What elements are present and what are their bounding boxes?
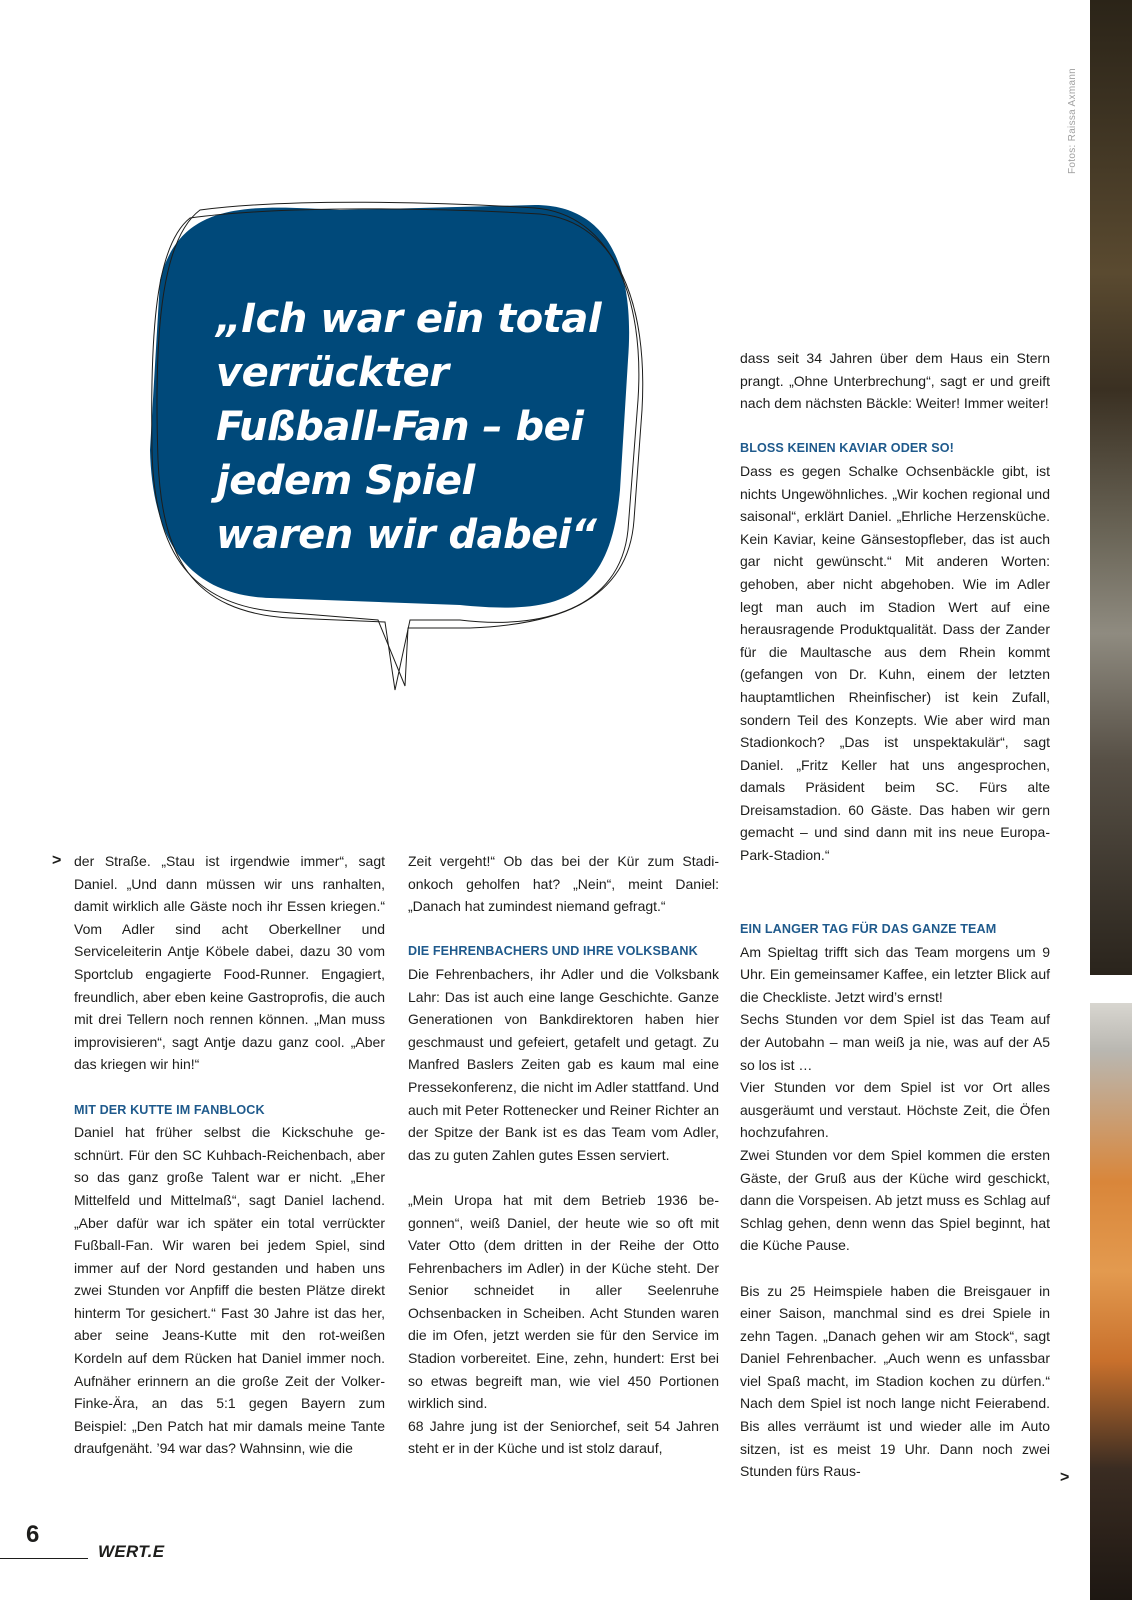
- continuation-arrow-right: >: [1060, 1469, 1070, 1486]
- paragraph: der Straße. „Stau ist irgendwie immer“, sagt Daniel. „Und dann müssen wir uns ranhalten, damit wirklich alle Gäste noch ihr Essen kriegen.“ Vom Adler sind acht Oberkellner und Serviceleiterin Antje Köbele dabei, dazu 30 vom Sportclub engagierte Food-Runner. Engagiert, freundlich, aber eben keine Gastroprofis, die auch mit drei Tellern noch rennen können. „Man muss improvisieren“, sagt Antje dazu ganz cool. „Aber das kriegen wir hin!“: [74, 853, 385, 1073]
- text-column-1: [74, 850, 385, 1460]
- photo-credit-box: [1066, 68, 1080, 178]
- photo-credit: Fotos: Raissa Axmann: [1067, 67, 1078, 174]
- photo-top: [1090, 0, 1132, 975]
- paragraph: Zwei Stunden vor dem Spiel kommen die ersten Gäste, der Gruß aus der Küche wird geschickt, dann die Vorspeisen. Ab jetzt muss es Schlag auf Schlag gehen, denn wenn das Spiel beginnt, hat die Küche Pause.: [740, 1146, 1050, 1254]
- text-column-2: [408, 850, 719, 1460]
- paragraph: „Mein Uropa hat mit dem Betrieb 1936 begonnen“, weiß Daniel, der heute wie so oft mit Vater Otto (dem dritten in der Reihe der Otto Fehrenbachers im Adler) in der Küche steht. Der Senior schneidet in aller Seelenruhe Ochsenbacken in Scheiben. Acht Stunden waren die im Ofen, jetzt werden sie für den Service im Stadion vorbereitet. Eine, zehn, hundert: Erst bei so etwas begreift man, wie viel 450 Portionen wirklich sind.: [408, 1191, 719, 1412]
- photo-gap: [1090, 975, 1132, 1003]
- paragraph: 68 Jahre jung ist der Seniorchef, seit 54 Jahren steht er in der Küche und ist stolz darauf,: [408, 1417, 719, 1457]
- photo-bottom: [1090, 1003, 1132, 1600]
- paragraph: Bis zu 25 Heimspiele haben die Breisgauer in einer Saison, manchmal sind es drei Spiele in zehn Tagen. „Danach gehen wir am Stock“, sagt Daniel Fehrenbacher. „Auch wenn es unfassbar viel Spaß macht, im Stadion kochen zu dürfen.“ Nach dem Spiel ist noch lange nicht Feierabend. Bis alles verräumt ist und wieder alle im Auto sitzen, ist es meist 19 Uhr. Dann noch zwei Stunden fürs Raus-: [740, 1282, 1050, 1480]
- magazine-brand: WERT.E: [98, 1542, 165, 1561]
- text-column-3-lower: [740, 918, 1050, 1483]
- text-column-3-upper: [740, 347, 1050, 867]
- paragraph: Daniel hat früher selbst die Kickschuhe geschnürt. Für den SC Kuhbach-Reichenbach, aber so das ganz große Talent war er nicht. „Eher Mittelfeld und Mittelmaß“, sagt Daniel lachend. „Aber dafür war ich später ein total verrückter Fußball-Fan. Wir waren bei jedem Spiel, sind immer auf der Nord gestanden und haben uns zwei Stunden vor Anpfiff die besten Plätze direkt hinterm Tor gesichert.“ Fast 30 Jahre ist das her, aber seine Jeans-Kutte mit den rot-weißen Kordeln auf dem Rücken hat Daniel immer noch. Aufnäher erinnern an die große Zeit der Volker-Finke-Ära, an das 5:1 gegen Bayern zum Beispiel: „Den Patch hat mir damals meine Tante draufgenäht. ’94 war das? Wahnsinn, wie die: [74, 1124, 385, 1457]
- paragraph: Sechs Stunden vor dem Spiel ist das Team auf der Autobahn – man weiß ja nie, was auf der A5 so los ist …: [740, 1011, 1050, 1073]
- pull-quote: „Ich war ein total verrückter Fußball-Fan – bei jedem Spiel waren wir dabei“: [216, 296, 602, 558]
- section-heading: BLOSS KEINEN KAVIAR ODER SO!: [740, 441, 954, 456]
- paragraph: dass seit 34 Jahren über dem Haus ein Stern prangt. „Ohne Unterbrechung“, sagt er und greift nach dem nächsten Bäckle: Weiter! Immer weiter!: [740, 350, 1050, 412]
- section-heading: EIN LANGER TAG FÜR DAS GANZE TEAM: [740, 922, 997, 936]
- page-number: 6: [26, 1521, 40, 1548]
- side-photo-strip: [1090, 0, 1132, 1600]
- section-heading: DIE FEHRENBACHERS UND IHRE VOLKSBANK: [408, 944, 698, 959]
- paragraph: Am Spieltag trifft sich das Team morgens um 9 Uhr. Ein gemeinsamer Kaffee, ein letzter Blick auf die Checkliste. Jetzt wird’s ernst!: [740, 943, 1050, 1005]
- paragraph: Dass es gegen Schalke Ochsenbäckle gibt, ist nichts Ungewöhnliches. „Wir kochen regional und saisonal“, erklärt Daniel. „Ehrliche Herzensküche. Kein Kaviar, keine Gänsestopfleber, das ist auch gar nicht gewünscht.“ Mit anderen Worten: gehoben, aber nicht abgehoben. Wie im Adler legt man auch im Stadion Wert auf eine herausragende Produktqualität. Dass der Zander für die Maultasche aus dem Rhein kommt (gefangen von Dr. Kuhn, einem der letzten hauptamtlichen Rheinfischer) ist kein Zufall, sondern Teil des Konzepts. Wie aber wird man Stadionkoch? „Das ist unspektakulär“, sagt Daniel. „Fritz Keller hat uns angesprochen, damals Präsident beim SC. Fürs alte Dreisamstadion. 60 Gäste. Das haben wir gern gemacht – und sind dann mit ins neue Europa-Park-Stadion.“: [740, 462, 1050, 864]
- continuation-arrow-left: >: [52, 852, 62, 869]
- section-heading: MIT DER KUTTE IM FANBLOCK: [74, 1102, 265, 1117]
- paragraph: Vier Stunden vor dem Spiel ist vor Ort alles ausgeräumt und verstaut. Höchste Zeit, die Öfen hochzufahren.: [740, 1079, 1050, 1141]
- paragraph: Zeit vergeht!“ Ob das bei der Kür zum Stadionkoch geholfen hat? „Nein“, meint Daniel: „Danach hat zumindest niemand gefragt.“: [408, 853, 719, 915]
- paragraph: Die Fehrenbachers, ihr Adler und die Volksbank Lahr: Das ist auch eine lange Geschichte. Ganze Generationen von Bankdirektoren haben hier geschmaust und gefeiert, getafelt und getagt. Zu Manfred Baslers Zeiten gab es kaum mal eine Pressekonferenz, die nicht im Adler stattfand. Und auch mit Peter Rottenecker und Reiner Richter an der Spitze der Bank ist es das Team vom Adler, das zu guten Zahlen gutes Essen serviert.: [408, 965, 719, 1163]
- footer-rule: [0, 1558, 88, 1559]
